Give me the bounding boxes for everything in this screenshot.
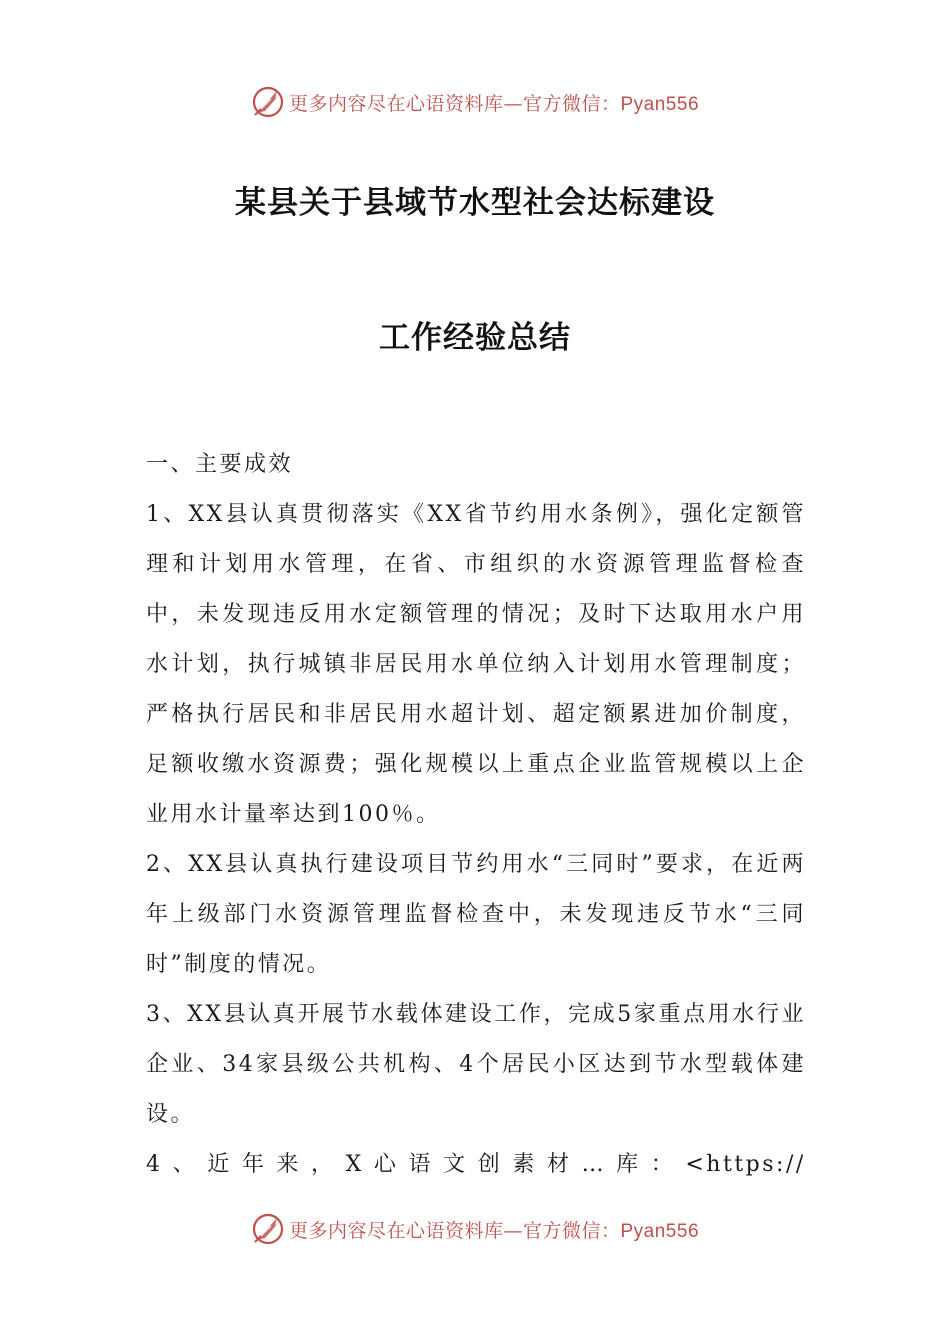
paragraph-3: 3、XX县认真开展节水载体建设工作，完成5家重点用水行业企业、34家县级公共机构、4个居民小区达到节水型载体建设。 [146,1002,806,1127]
watermark-text [289,89,699,116]
paragraph-4-token: 近 [207,1152,232,1177]
paragraph-4-token: 、 [172,1152,198,1177]
quill-logo-icon [251,1212,285,1246]
paragraph-4-token: 文 [443,1152,468,1177]
paragraph-4-token: ， [311,1152,336,1177]
paragraph-2: 2、XX县认真执行建设项目节约用水“三同时”要求，在近两年上级部门水资源管理监督检查中，未发现违反节水“三同时”制度的情况。 [146,852,806,977]
paragraph-4-token: 材 [546,1152,572,1177]
document-body [146,440,806,1190]
paragraph-4-token: X [345,1152,364,1177]
paragraph-4-token: 来 [276,1152,301,1177]
quill-logo-icon [251,85,285,119]
watermark-main-text: 更多内容尽在心语资料库 [288,92,504,115]
header-watermark-banner [0,82,950,122]
watermark-wechat-id: Pyan556 [620,93,700,115]
document-title-line-1: 某县关于县域节水型社会达标建设 [235,185,715,221]
watermark-dash: — [503,1219,523,1242]
paragraph-4-token: 库 [616,1152,641,1177]
watermark-dash: — [503,92,523,115]
paragraph-4-token: 4 [146,1152,163,1177]
watermark-wechat-label: 官方微信： [522,92,621,115]
paragraph-4-token: <https:// [685,1152,806,1177]
document-title-line-2: 工作经验总结 [379,320,571,356]
footer-watermark-banner [0,1209,950,1249]
watermark-main-text: 更多内容尽在心语资料库 [288,1219,504,1242]
watermark-wechat-id: Pyan556 [620,1220,700,1242]
paragraph-4-token: 心 [373,1152,399,1177]
watermark-wechat-label: 官方微信： [522,1219,621,1242]
paragraph-1: 1、XX县认真贯彻落实《XX省节约用水条例》，强化定额管理和计划用水管理，在省、市组织的水资源管理监督检查中，未发现违反用水定额管理的情况；及时下达取用水户用水计划，执行城镇非居民用水单位纳入计划用水管理制度；严格执行居民和非居民用水超计划、超定额累进加价制度，足额收缴水资源费；强化规模以上重点企业监管规模以上企业用水计量率达到100％。 [146,502,806,827]
paragraph-4-token: 素 [512,1152,537,1177]
paragraph-4-token: 创 [477,1152,503,1177]
paragraph-4-token: … [581,1152,607,1177]
paragraph-4-token: ： [650,1152,676,1177]
watermark-text [289,1216,699,1243]
paragraph-4-token: 年 [241,1152,267,1177]
section-heading: 一、主要成效 [146,452,294,477]
paragraph-4-token: 语 [408,1152,434,1177]
paragraph-4-first-line [146,1140,806,1190]
